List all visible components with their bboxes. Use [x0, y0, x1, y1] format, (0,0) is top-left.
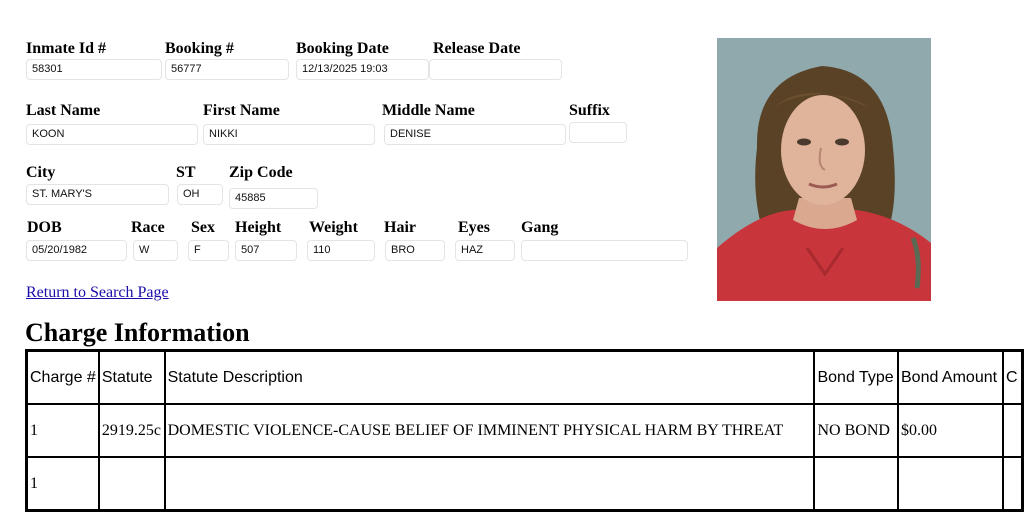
- hair-label: Hair: [384, 219, 416, 236]
- middle-name-label: Middle Name: [382, 102, 475, 119]
- charges-table: [25, 349, 1024, 512]
- release-date-field[interactable]: [429, 59, 562, 80]
- first-name-field[interactable]: NIKKI: [203, 124, 375, 145]
- state-field[interactable]: OH: [177, 184, 223, 205]
- cell-statute-description: DOMESTIC VIOLENCE-CAUSE BELIEF OF IMMINENT PHYSICAL HARM BY THREAT: [165, 404, 815, 457]
- booking-label: Booking #: [165, 40, 234, 57]
- gang-field[interactable]: [521, 240, 688, 261]
- height-label: Height: [235, 219, 282, 236]
- cell-bond-type: NO BOND: [814, 404, 898, 457]
- return-to-search-link[interactable]: Return to Search Page: [26, 284, 169, 301]
- weight-label: Weight: [309, 219, 358, 236]
- cell-bond-amount: [898, 457, 1003, 511]
- weight-field[interactable]: 110: [307, 240, 375, 261]
- charges-header-row: [27, 351, 1023, 405]
- hair-field[interactable]: BRO: [385, 240, 445, 261]
- cell-statute: 2919.25c: [99, 404, 165, 457]
- middle-name-field[interactable]: DENISE: [384, 124, 566, 145]
- eyes-field[interactable]: HAZ: [455, 240, 515, 261]
- cell-statute-description: [165, 457, 815, 511]
- col-statute: Statute: [99, 351, 165, 405]
- dob-label: DOB: [27, 219, 62, 236]
- cell-charge-number: 1: [27, 404, 99, 457]
- first-name-label: First Name: [203, 102, 280, 119]
- sex-label: Sex: [191, 219, 215, 236]
- booking-photo: [717, 38, 931, 301]
- height-field[interactable]: 507: [235, 240, 297, 261]
- city-label: City: [26, 164, 56, 181]
- gang-label: Gang: [521, 219, 559, 236]
- city-field[interactable]: ST. MARY'S: [26, 184, 169, 205]
- last-name-label: Last Name: [26, 102, 101, 119]
- booking-date-label: Booking Date: [296, 40, 389, 57]
- state-label: ST: [176, 164, 196, 181]
- race-label: Race: [131, 219, 165, 236]
- inmate-id-label: Inmate Id #: [26, 40, 107, 57]
- race-field[interactable]: W: [133, 240, 178, 261]
- sex-field[interactable]: F: [188, 240, 229, 261]
- suffix-label: Suffix: [569, 102, 610, 119]
- col-statute-description: Statute Description: [165, 351, 815, 405]
- col-bond-amount: Bond Amount: [898, 351, 1003, 405]
- release-date-label: Release Date: [433, 40, 521, 57]
- booking-date-field[interactable]: 12/13/2025 19:03: [296, 59, 429, 80]
- cell-bond-amount: $0.00: [898, 404, 1003, 457]
- charge-information-heading: Charge Information: [25, 318, 250, 347]
- booking-photo-illustration: [717, 38, 931, 301]
- col-extra: C: [1003, 351, 1023, 405]
- table-row: [27, 457, 1023, 511]
- col-charge-number: Charge #: [27, 351, 99, 405]
- col-bond-type: Bond Type: [814, 351, 898, 405]
- eyes-label: Eyes: [458, 219, 490, 236]
- cell-bond-type: [814, 457, 898, 511]
- zip-label: Zip Code: [229, 164, 293, 181]
- table-row: [27, 404, 1023, 457]
- cell-statute: [99, 457, 165, 511]
- dob-field[interactable]: 05/20/1982: [26, 240, 127, 261]
- cell-extra: [1003, 457, 1023, 511]
- last-name-field[interactable]: KOON: [26, 124, 198, 145]
- inmate-id-field[interactable]: 58301: [26, 59, 162, 80]
- zip-field[interactable]: 45885: [229, 188, 318, 209]
- cell-charge-number: 1: [27, 457, 99, 511]
- cell-extra: [1003, 404, 1023, 457]
- suffix-field[interactable]: [569, 122, 627, 143]
- booking-field[interactable]: 56777: [165, 59, 289, 80]
